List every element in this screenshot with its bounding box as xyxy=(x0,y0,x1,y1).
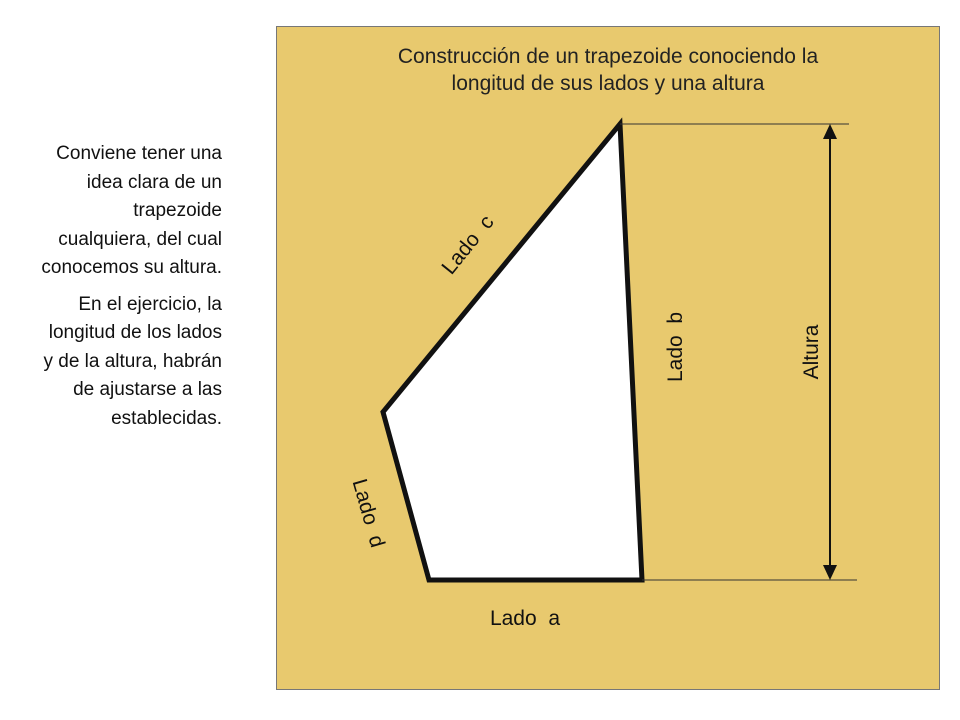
trapezoid-shape xyxy=(383,124,642,580)
trapezoid-diagram xyxy=(277,27,939,689)
label-lado-d: Lado d xyxy=(347,476,389,551)
label-lado-c: Lado c xyxy=(437,210,499,279)
explanation-paragraph-1: Conviene tener una idea clara de un trapezoide cualquiera, del cual conocemos su altura. xyxy=(41,143,222,278)
diagram-title-line-1: Construcción de un trapezoide conociendo la xyxy=(397,45,819,68)
height-arrow-bottom-icon xyxy=(823,565,837,580)
explanation-paragraph-2: En el ejercicio, la longitud de los lados y de la altura, habrán de ajustarse a las establecidas. xyxy=(43,293,222,429)
diagram-title-line-2: longitud de sus lados y una altura xyxy=(451,72,765,95)
diagram-panel xyxy=(276,26,940,690)
label-lado-b: Lado b xyxy=(664,311,687,383)
explanation-text xyxy=(40,140,222,441)
height-arrow-top-icon xyxy=(823,124,837,139)
label-lado-a: Lado a xyxy=(489,607,561,630)
label-altura: Altura xyxy=(800,324,823,380)
